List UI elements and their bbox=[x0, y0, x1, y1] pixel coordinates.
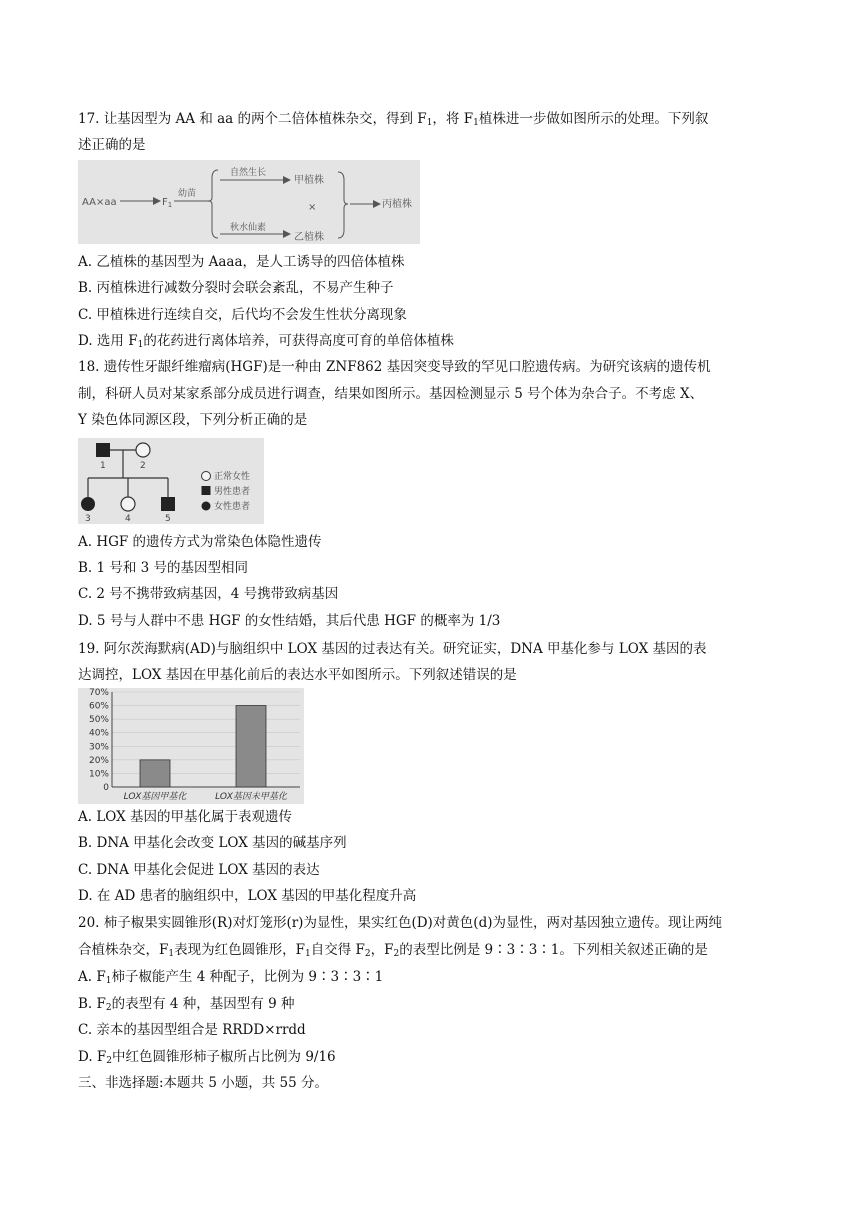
legend-normal-female: 正常女性 bbox=[214, 472, 251, 482]
pedigree-label-3: 3 bbox=[85, 514, 91, 524]
legend-male-patient: 男性患者 bbox=[214, 487, 251, 497]
q20-stem-line1: 20. 柿子椒果实圆锥形(R)对灯笼形(r)为显性，果实红色(D)对黄色(d)为显性，两对基因独立遗传。现让两纯 bbox=[78, 915, 722, 931]
q17-f1-label: $F_1$ bbox=[162, 197, 173, 209]
q17-natural-growth-label: 自然生长 bbox=[230, 168, 267, 178]
q19-option-c: C. DNA 甲基化会促进 LOX 基因的表达 bbox=[78, 862, 320, 878]
q17-plant-jia-label: 甲植株 bbox=[294, 175, 324, 186]
q19-option-a: A. LOX 基因的甲基化属于表观遗传 bbox=[78, 809, 293, 825]
q20-option-a: A. $F_1$柿子椒能产生 4 种配子，比例为 9∶3∶3∶1 bbox=[78, 969, 384, 986]
pedigree-individual-1 bbox=[96, 443, 110, 457]
q18-option-c: C. 2 号不携带致病基因，4 号携带致病基因 bbox=[78, 586, 339, 602]
q17-option-d: D. 选用 $F_1$的花药进行离体培养，可获得高度可育的单倍体植株 bbox=[78, 333, 454, 350]
pedigree-individual-2 bbox=[136, 443, 150, 457]
chart-y-tick-label: 10% bbox=[88, 769, 109, 780]
chart-bar-unmethylated bbox=[236, 706, 266, 787]
chart-y-tick-label: 60% bbox=[88, 701, 109, 712]
pedigree-individual-4 bbox=[121, 497, 135, 511]
q19-stem-line1: 19. 阿尔茨海默病(AD)与脑组织中 LOX 基因的过表达有关。研究证实，DNA 甲基化参与 LOX 基因的表 bbox=[78, 641, 707, 657]
q17-cross-label: AA×aa bbox=[82, 197, 117, 208]
chart-bar-methylated bbox=[140, 760, 170, 787]
q17-plant-bing-label: 丙植株 bbox=[382, 199, 412, 210]
q19-bar-chart bbox=[78, 688, 304, 804]
q19-option-b: B. DNA 甲基化会改变 LOX 基因的碱基序列 bbox=[78, 835, 347, 851]
q17-option-b: B. 丙植株进行减数分裂时会联会紊乱，不易产生种子 bbox=[78, 280, 394, 296]
pedigree-label-2: 2 bbox=[140, 461, 146, 471]
q20-option-d: D. $F_2$中红色圆锥形柿子椒所占比例为 9/16 bbox=[78, 1049, 336, 1066]
q17-breeding-diagram bbox=[78, 160, 420, 244]
legend-male-patient-icon bbox=[202, 486, 211, 495]
chart-y-tick-label: 30% bbox=[88, 742, 109, 753]
section-3-heading: 三、非选择题:本题共 5 小题，共 55 分。 bbox=[78, 1075, 328, 1091]
legend-female-patient: 女性患者 bbox=[214, 502, 251, 512]
q17-option-c: C. 甲植株进行连续自交，后代均不会发生性状分离现象 bbox=[78, 307, 407, 323]
q18-option-b: B. 1 号和 3 号的基因型相同 bbox=[78, 560, 249, 576]
chart-category-methylated: LOX基因甲基化 bbox=[123, 792, 187, 802]
chart-y-tick-label: 0 bbox=[103, 783, 109, 793]
chart-y-tick-label: 40% bbox=[88, 728, 109, 739]
pedigree-individual-3 bbox=[81, 497, 95, 511]
q17-colchicine-label: 秋水仙素 bbox=[230, 223, 267, 233]
q20-option-c: C. 亲本的基因型组合是 RRDD×rrdd bbox=[78, 1022, 306, 1038]
q18-stem-line1: 18. 遗传性牙龈纤维瘤病(HGF)是一种由 ZNF862 基因突变导致的罕见口腔遗传病。为研究该病的遗传机 bbox=[78, 359, 711, 375]
pedigree-label-1: 1 bbox=[100, 461, 106, 471]
legend-female-patient-icon bbox=[202, 502, 211, 511]
q18-option-a: A. HGF 的遗传方式为常染色体隐性遗传 bbox=[78, 534, 322, 550]
chart-y-tick-label: 20% bbox=[88, 755, 109, 766]
pedigree-label-4: 4 bbox=[125, 514, 131, 524]
q19-option-d: D. 在 AD 患者的脑组织中，LOX 基因的甲基化程度升高 bbox=[78, 888, 417, 904]
q17-plant-yi-label: 乙植株 bbox=[294, 232, 324, 243]
pedigree-individual-5 bbox=[161, 497, 175, 511]
q18-pedigree-chart bbox=[78, 438, 264, 524]
q17-stem-line2: 述正确的是 bbox=[78, 137, 146, 153]
chart-category-unmethylated: LOX基因未甲基化 bbox=[215, 792, 287, 802]
q17-stem-line1: 17. 让基因型为 AA 和 aa 的两个二倍体植株杂交，得到 $F_1$，将 $F_1$植株进一步做如图所示的处理。下列叙 bbox=[78, 111, 709, 128]
q18-stem-line2: 制，科研人员对某家系部分成员进行调查，结果如图所示。基因检测显示 5 号个体为杂合子。不考虑 X、 bbox=[78, 386, 704, 402]
chart-y-tick-label: 70% bbox=[88, 688, 109, 698]
q18-option-d: D. 5 号与人群中不患 HGF 的女性结婚，其后代患 HGF 的概率为 1/3 bbox=[78, 613, 501, 629]
q17-cross-symbol: × bbox=[308, 202, 317, 213]
pedigree-label-5: 5 bbox=[165, 514, 171, 524]
q19-stem-line2: 达调控，LOX 基因在甲基化前后的表达水平如图所示。下列叙述错误的是 bbox=[78, 667, 517, 683]
q20-stem-line2: 合植株杂交，$F_1$表现为红色圆锥形，$F_1$自交得 $F_2$，$F_2$的表型比例是 9∶3∶3∶1。下列相关叙述正确的是 bbox=[78, 942, 708, 959]
q17-seedling-label: 幼苗 bbox=[178, 189, 197, 199]
chart-y-tick-label: 50% bbox=[88, 715, 109, 726]
legend-normal-female-icon bbox=[202, 472, 211, 481]
q18-stem-line3: Y 染色体同源区段，下列分析正确的是 bbox=[78, 412, 308, 428]
q17-option-a: A. 乙植株的基因型为 Aaaa，是人工诱导的四倍体植株 bbox=[78, 254, 405, 270]
q20-option-b: B. $F_2$的表型有 4 种，基因型有 9 种 bbox=[78, 996, 295, 1013]
